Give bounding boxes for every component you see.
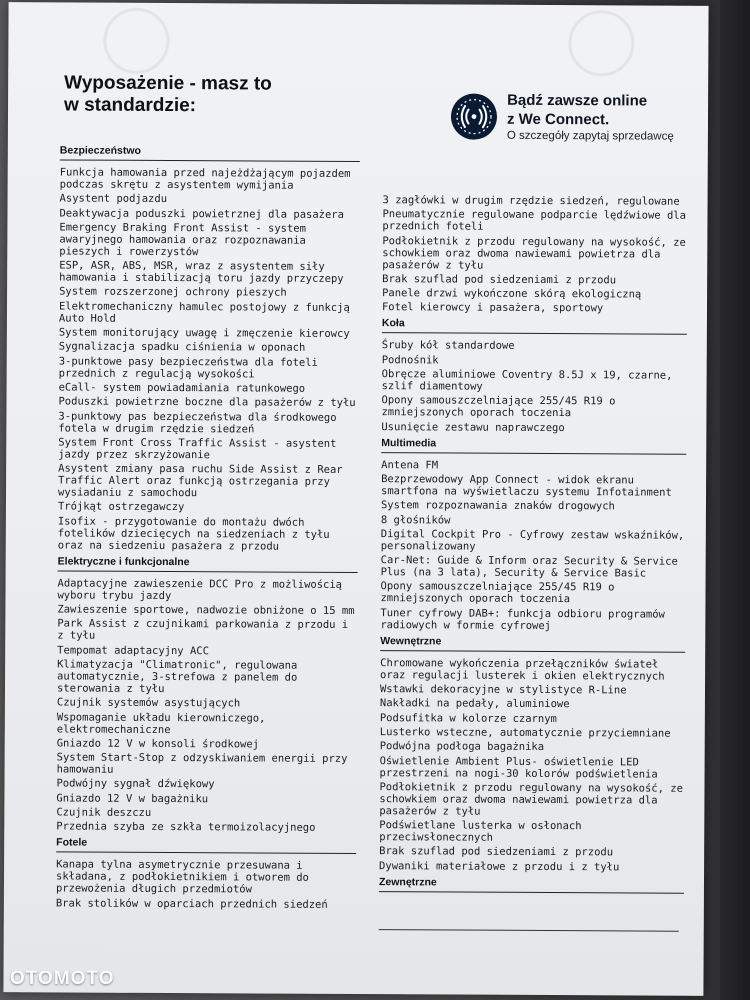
equipment-item: Asystent zmiany pasa ruchu Side Assist z Rear Traffic Alert oraz funkcją ostrzegania przy wysiadaniu z samochodu — [57, 462, 343, 500]
equipment-item: Funkcja hamowania przed najeżdżającym pojazdem podczas skrętu z asystentem wymijania — [59, 166, 351, 192]
equipment-item: Tempomat adaptacyjny ACC — [57, 644, 209, 657]
page-title-line: Wyposażenie - masz to — [64, 72, 272, 95]
equipment-item: Tuner cyfrowy DAB+: funkcja odbioru programów radiowych w formie cyfrowej — [380, 606, 665, 632]
equipment-item: Gniazdo 12 V w konsoli środkowej — [56, 737, 260, 751]
equipment-item: Emergency Braking Front Assist - system awaryjnego hamowania oraz rozpoznawania pieszych i rowerzystów — [59, 221, 306, 259]
equipment-item: Śruby kół standardowe — [381, 339, 515, 353]
equipment-item: Lusterko wsteczne, automatycznie przyciemniane — [379, 726, 671, 740]
equipment-item: Kanapa tylna asymetrycznie przesuwana i składana, z podłokietnikiem i otworem do przewożenia długich przedmiotów — [55, 858, 309, 896]
equipment-item: Wspomaganie układu kierowniczego, elektromechaniczne — [56, 710, 266, 736]
equipment-item: Nakładki na pedały, aluminiowe — [379, 697, 570, 711]
section-heading: Zewnętrzne — [379, 876, 684, 894]
section-heading: Multimedia — [381, 437, 686, 455]
equipment-item: Car-Net: Guide & Inform oraz Security & Service Plus (na 3 lata), Security & Service Basic — [380, 554, 678, 580]
equipment-item: Wstawki dekoracyjne w stylistyce R-Line — [379, 683, 627, 697]
equipment-item: Podnośnik — [381, 353, 439, 367]
equipment-item: eCall- system powiadamiania ratunkowego — [58, 381, 306, 395]
equipment-item: Elektromechaniczny hamulec postojowy z funkcją Auto Hold — [58, 300, 350, 325]
equipment-item: System rozszerzonej ochrony pieszych — [59, 285, 287, 300]
equipment-item: Brak szuflad pod siedzeniami z przodu — [379, 845, 614, 859]
equipment-item: Podsufitka w kolorze czarnym — [379, 711, 557, 725]
equipment-item: Isofix - przygotowanie do montażu dwóch fotelików dziecięcych na siedzeniach z tyłu oraz na siedzeniu pasażera z przodu — [57, 515, 330, 553]
equipment-sheet — [3, 2, 708, 996]
page-title-line: w standardzie: — [64, 94, 197, 117]
equipment-item: Podświetlane lusterka w osłonach przeciwsłonecznych — [379, 819, 582, 844]
promo-headline-line: z We Connect. — [506, 110, 610, 129]
equipment-item: Park Assist z czujnikami parkowania z przodu i z tyłu — [57, 617, 349, 642]
equipment-column-left — [56, 140, 360, 912]
page-title — [64, 72, 272, 117]
equipment-item: Chromowane wykończenia przełączników świateł oraz regulacji lusterek i okien elektrycznych — [380, 656, 665, 683]
equipment-column-right — [379, 194, 688, 899]
promo-headline — [507, 91, 647, 130]
section-divider — [379, 929, 679, 932]
equipment-item: Obręcze aluminiowe Coventry 8.5J x 19, czarne, szlif diamentowy — [381, 368, 673, 393]
equipment-item: 8 głośników — [380, 513, 451, 527]
equipment-item: Przednia szyba ze szkła termoizolacyjnego — [56, 820, 316, 835]
equipment-item: 3 zagłówki w drugim rzędzie siedzeń, regulowane — [382, 194, 680, 208]
equipment-item: Adaptacyjne zawieszenie DCC Pro z możliwością wyboru trybu jazdy — [57, 577, 343, 602]
equipment-item: System Start-Stop z odzyskiwaniem energii przy hamowaniu — [56, 751, 348, 776]
equipment-item: ESP, ASR, ABS, MSR, wraz z asystentem siły hamowania i stabilizacją toru jazdy przyczepy — [59, 259, 344, 286]
equipment-item: Podwójna podłoga bagażnika — [379, 740, 545, 754]
equipment-item: System Front Cross Traffic Assist - asystent jazdy przez skrzyżowanie — [58, 436, 337, 462]
equipment-item: Podłokietnik z przodu regulowany na wysokość, ze schowkiem oraz dwoma nawiewami powietrza dla pasażerów z tyłu — [379, 780, 683, 818]
equipment-item: Dywaniki materiałowe z przodu i z tyłu — [379, 859, 620, 874]
section-heading: Bezpieczeństwo — [60, 144, 360, 162]
equipment-item: 3-punktowe pasy bezpieczeństwa dla foteli przednich z regulacją wysokości — [58, 355, 318, 381]
section-heading: Elektryczne i funkcjonalne — [58, 555, 358, 573]
equipment-item: System monitorujący uwagę i zmęczenie kierowcy — [58, 326, 350, 341]
vw-logo-bleedthrough — [103, 8, 169, 74]
section-heading: Wewnętrzne — [380, 635, 685, 653]
equipment-item: Bezprzewodowy App Connect - widok ekranu smartfona na wyświetlaczu systemu Infotainment — [381, 473, 672, 499]
equipment-item: Digital Cockpit Pro - Cyfrowy zestaw wskaźników, personalizowany — [380, 527, 685, 553]
equipment-item: Panele drzwi wykończone skórą ekologiczną — [382, 287, 642, 301]
we-connect-promo — [451, 86, 691, 143]
equipment-item: Trójkąt ostrzegawczy — [57, 500, 185, 514]
promo-note: O szczegóły zapytaj sprzedawcę — [506, 129, 674, 143]
equipment-item: Fotel kierowcy i pasażera, sportowy — [381, 301, 604, 315]
vw-logo-bleedthrough — [568, 10, 634, 76]
section-heading: Fotele — [56, 837, 356, 855]
equipment-item: Czujnik systemów asystujących — [56, 696, 241, 710]
equipment-item: Poduszki powietrzne boczne dla pasażerów z tyłu — [58, 395, 356, 410]
equipment-item: Pneumatycznie regulowane podparcie lędźwiowe dla przednich foteli — [382, 208, 686, 233]
equipment-item: Zawieszenie sportowe, nadwozie obniżone o 15 mm — [57, 603, 355, 618]
equipment-item: Brak stolików w oparciach przednich siedzeń — [55, 897, 328, 911]
equipment-item: Usunięcie zestawu naprawczego — [381, 420, 565, 434]
we-connect-icon — [451, 93, 497, 139]
equipment-item: Asystent podjazdu — [59, 192, 168, 206]
equipment-item: Czujnik deszczu — [56, 806, 152, 819]
equipment-item: 3-punktowy pas bezpieczeństwa dla środkowego fotela w drugim rzędzie siedzeń — [58, 410, 337, 436]
equipment-item: Podwójny sygnał dźwiękowy — [56, 777, 215, 791]
equipment-item: Deaktywacja poduszki powietrznej dla pasażera — [59, 207, 345, 221]
equipment-item: Opony samouszczelniające 255/45 R19 o zmniejszonych oporach toczenia — [380, 580, 615, 606]
equipment-item: Antena FM — [381, 458, 439, 472]
section-heading: Koła — [382, 318, 687, 336]
equipment-item: Gniazdo 12 V w bagażniku — [56, 792, 209, 805]
equipment-item: Podłokietnik z przodu regulowany na wysokość, ze schowkiem oraz dwoma nawiewami powietrza dla pasażerów z tyłu — [382, 234, 686, 272]
otomoto-watermark: OTOMOTO — [10, 968, 115, 989]
equipment-item: System rozpoznawania znaków drogowych — [380, 499, 615, 513]
promo-headline-line: Bądź zawsze online — [507, 91, 648, 110]
equipment-item: Klimatyzacja "Climatronic", regulowana automatycznie, 3-strefowa z panelem do sterowania z tyłu — [56, 658, 298, 695]
background-edge — [720, 0, 750, 1000]
equipment-item: Opony samouszczelniające 255/45 R19 o zmniejszonych oporach toczenia — [381, 394, 616, 420]
equipment-item: Oświetlenie Ambient Plus- oświetlenie LED przestrzeni na nogi-30 kolorów podświetlenia — [379, 754, 658, 781]
equipment-item: Sygnalizacja spadku ciśnienia w oponach — [58, 340, 306, 355]
equipment-item: Brak szuflad pod siedzeniami z przodu — [382, 273, 617, 287]
